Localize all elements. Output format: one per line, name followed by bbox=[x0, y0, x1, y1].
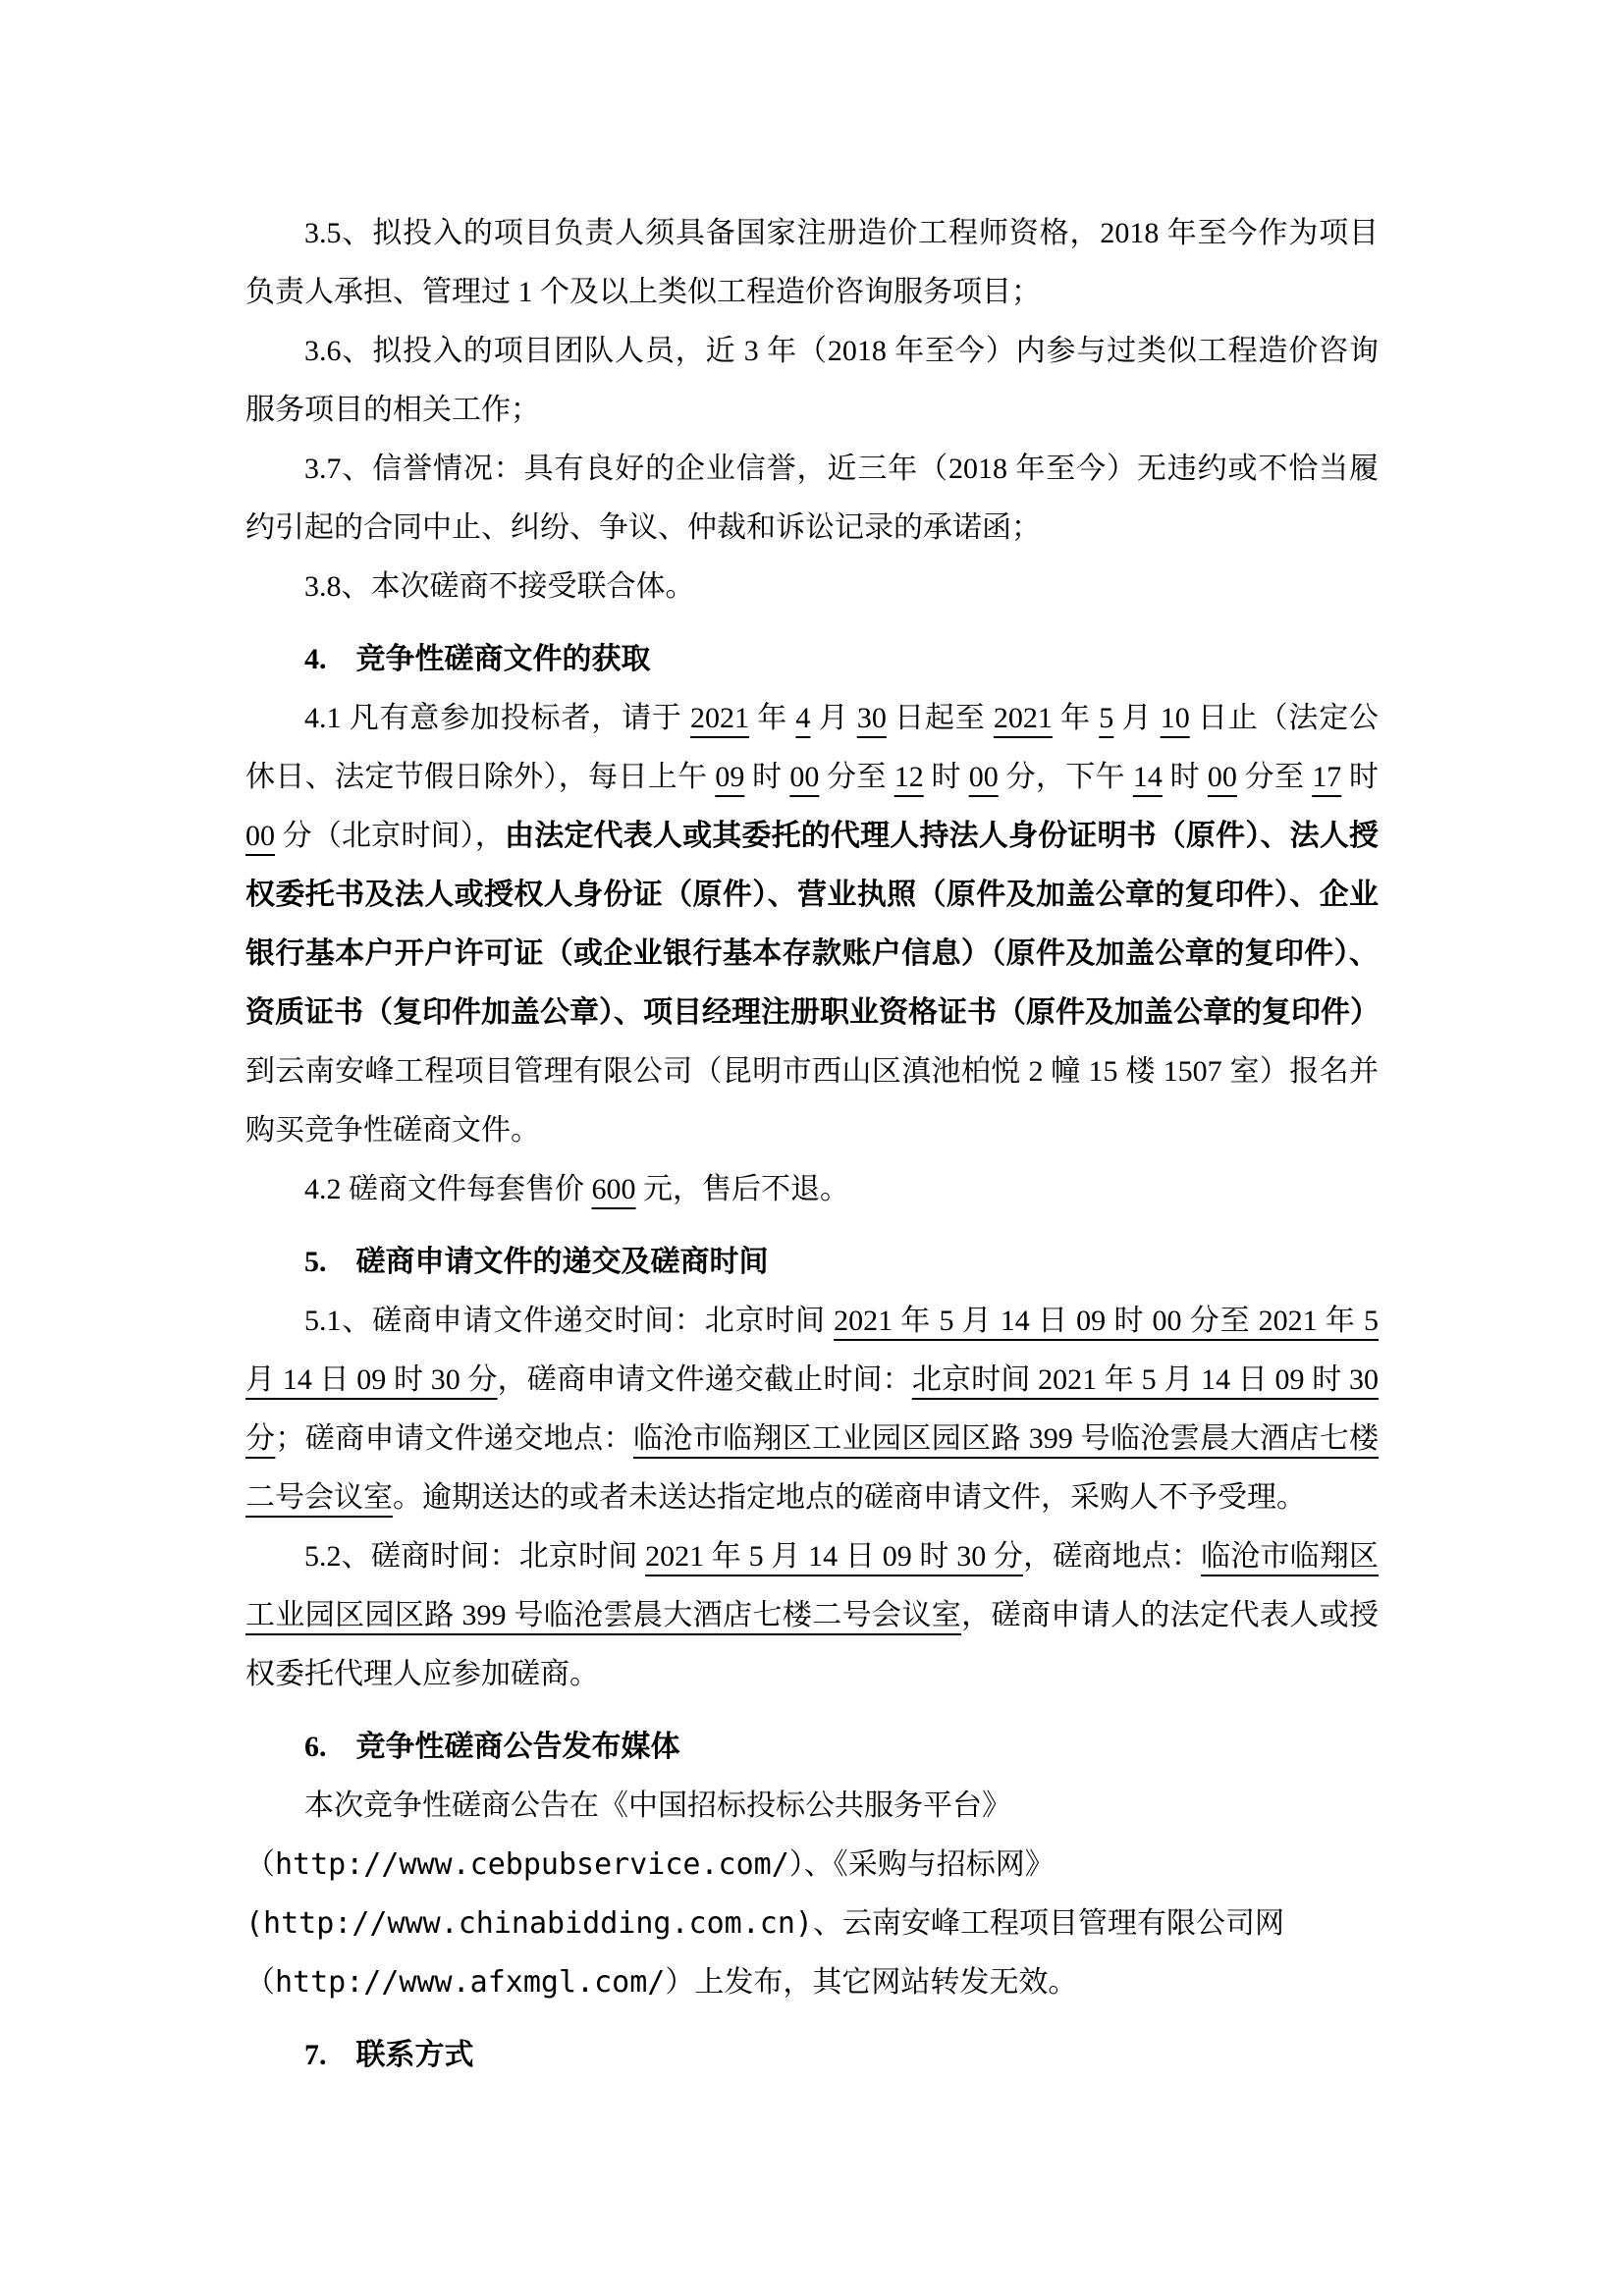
paragraph-3-7 bbox=[245, 440, 1379, 558]
text-run: 3.8、本次磋商不接受联合体。 bbox=[304, 570, 695, 603]
text-run: 。逾期送达的或者未送达指定地点的磋商申请文件，采购人不予受理。 bbox=[393, 1481, 1306, 1514]
text-run: 北京时间 2021 年 5 月 14 日 09 时 30 分 bbox=[245, 1363, 1380, 1455]
text-run: 12 bbox=[893, 761, 924, 793]
paragraph-6-url-cebpubservice bbox=[245, 1836, 1379, 1895]
paragraph-5-1 bbox=[245, 1292, 1379, 1527]
document-content bbox=[245, 204, 1379, 2085]
text-run: 时 bbox=[1162, 761, 1208, 793]
text-run: 4. 竞争性磋商文件的获取 bbox=[304, 643, 651, 675]
text-run: 4.2 磋商文件每套售价 bbox=[304, 1173, 592, 1205]
text-run: 5.2、磋商时间：北京时间 bbox=[304, 1540, 646, 1573]
text-run: 4 bbox=[795, 702, 811, 734]
text-run: 元，售后不退。 bbox=[635, 1173, 849, 1205]
paragraph-5-2 bbox=[245, 1527, 1379, 1704]
text-run: （http://www.cebpubservice.com/）、《采购与招标网》 bbox=[245, 1847, 1055, 1882]
heading-6 bbox=[245, 1718, 1379, 1777]
text-run: 00 bbox=[1207, 761, 1237, 793]
text-run: 6. 竞争性磋商公告发布媒体 bbox=[304, 1731, 680, 1763]
text-run: 7. 联系方式 bbox=[304, 2039, 474, 2071]
paragraph-4-1 bbox=[245, 689, 1379, 1160]
text-run: 2021 年 5 月 14 日 09 时 00 分至 2021 年 5 月 14 日 09 时 30 分 bbox=[245, 1305, 1380, 1396]
text-run: 日起至 bbox=[886, 702, 994, 734]
text-run: 3.7、信誉情况：具有良好的企业信誉，近三年（2018 年至今）无违约或不恰当履约引起的合同中止、纠纷、争议、仲裁和诉讼记录的承诺函； bbox=[245, 453, 1379, 544]
paragraph-6-intro bbox=[245, 1777, 1379, 1836]
text-run: 分（北京时间）， bbox=[275, 820, 506, 852]
text-run: 2021 bbox=[993, 702, 1053, 734]
paragraph-4-2 bbox=[245, 1160, 1379, 1219]
text-run: 2021 bbox=[689, 702, 749, 734]
text-run: 00 bbox=[245, 820, 275, 852]
text-run: 由法定代表人或其委托的代理人持法人身份证明书（原件）、法人授权委托书及法人或授权人身份证（原件）、营业执照（原件及加盖公章的复印件）、企业银行基本户开户许可证（或企业银行基本存款账户信息）（原件及加盖公章的复印件）、资质证书（复印件加盖公章）、项目经理注册职业资格证书（原件及加盖公章的复印件） bbox=[245, 820, 1380, 1029]
heading-5 bbox=[245, 1233, 1379, 1292]
text-run: 5 bbox=[1099, 702, 1114, 734]
text-run: 月 bbox=[810, 702, 857, 734]
text-run: 年 bbox=[748, 702, 796, 734]
text-run: 5.1、磋商申请文件递交时间：北京时间 bbox=[304, 1305, 835, 1337]
text-run: ，磋商申请文件递交截止时间： bbox=[497, 1363, 912, 1396]
paragraph-3-6 bbox=[245, 322, 1379, 440]
text-run: （http://www.afxmgl.com/）上发布，其它网站转发无效。 bbox=[245, 1965, 1078, 2000]
text-run: 分至 bbox=[1236, 761, 1313, 793]
paragraph-3-5 bbox=[245, 204, 1379, 322]
text-run: 时 bbox=[744, 761, 790, 793]
text-run: ；磋商申请文件递交地点： bbox=[275, 1422, 633, 1455]
text-run: (http://www.chinabidding.com.cn)、云南安峰工程项目管理有限公司网 bbox=[245, 1906, 1284, 1941]
text-run: 00 bbox=[789, 761, 820, 793]
text-run: 17 bbox=[1312, 761, 1342, 793]
text-run: 分，下午 bbox=[998, 761, 1133, 793]
text-run: 分至 bbox=[819, 761, 894, 793]
paragraph-6-url-chinabidding bbox=[245, 1895, 1379, 1953]
text-run: 本次竞争性磋商公告在《中国招标投标公共服务平台》 bbox=[304, 1789, 1011, 1822]
text-run: 5. 磋商申请文件的递交及磋商时间 bbox=[304, 1246, 769, 1278]
text-run: 10 bbox=[1160, 702, 1190, 734]
text-run: 3.5、拟投入的项目负责人须具备国家注册造价工程师资格，2018 年至今作为项目负责人承担、管理过 1 个及以上类似工程造价咨询服务项目； bbox=[245, 217, 1379, 308]
text-run: 时 bbox=[923, 761, 969, 793]
text-run: 临沧市临翔区工业园区园区路 399 号临沧雲晨大酒店七楼二号会议室 bbox=[245, 1540, 1380, 1631]
text-run: 09 bbox=[715, 761, 745, 793]
text-run: 到云南安峰工程项目管理有限公司（昆明市西山区滇池柏悦 2 幢 15 楼 1507 室）报名并购买竞争性磋商文件。 bbox=[245, 1055, 1379, 1147]
text-run: ，磋商地点： bbox=[1023, 1540, 1202, 1573]
text-run: 30 bbox=[856, 702, 887, 734]
text-run: 14 bbox=[1132, 761, 1163, 793]
text-run: 00 bbox=[968, 761, 999, 793]
text-run: 时 bbox=[1341, 761, 1380, 793]
text-run: 3.6、拟投入的项目团队人员，近 3 年（2018 年至今）内参与过类似工程造价咨询服务项目的相关工作； bbox=[245, 335, 1379, 426]
text-run: 临沧市临翔区工业园区园区路 399 号临沧雲晨大酒店七楼二号会议室 bbox=[245, 1422, 1380, 1514]
paragraph-6-url-afxmgl bbox=[245, 1953, 1379, 2012]
text-run: 日止（法定公休日、法定节假日除外），每日上午 bbox=[245, 702, 1380, 793]
text-run: 月 bbox=[1113, 702, 1161, 734]
text-run: 年 bbox=[1052, 702, 1100, 734]
text-run: 600 bbox=[591, 1173, 636, 1205]
heading-7 bbox=[245, 2026, 1379, 2085]
text-run: 2021 年 5 月 14 日 09 时 30 分 bbox=[645, 1540, 1024, 1573]
text-run: 4.1 凡有意参加投标者，请于 bbox=[304, 702, 690, 734]
heading-4 bbox=[245, 630, 1379, 689]
text-run: ，磋商申请人的法定代表人或授权委托代理人应参加磋商。 bbox=[245, 1599, 1380, 1690]
paragraph-3-8 bbox=[245, 558, 1379, 616]
